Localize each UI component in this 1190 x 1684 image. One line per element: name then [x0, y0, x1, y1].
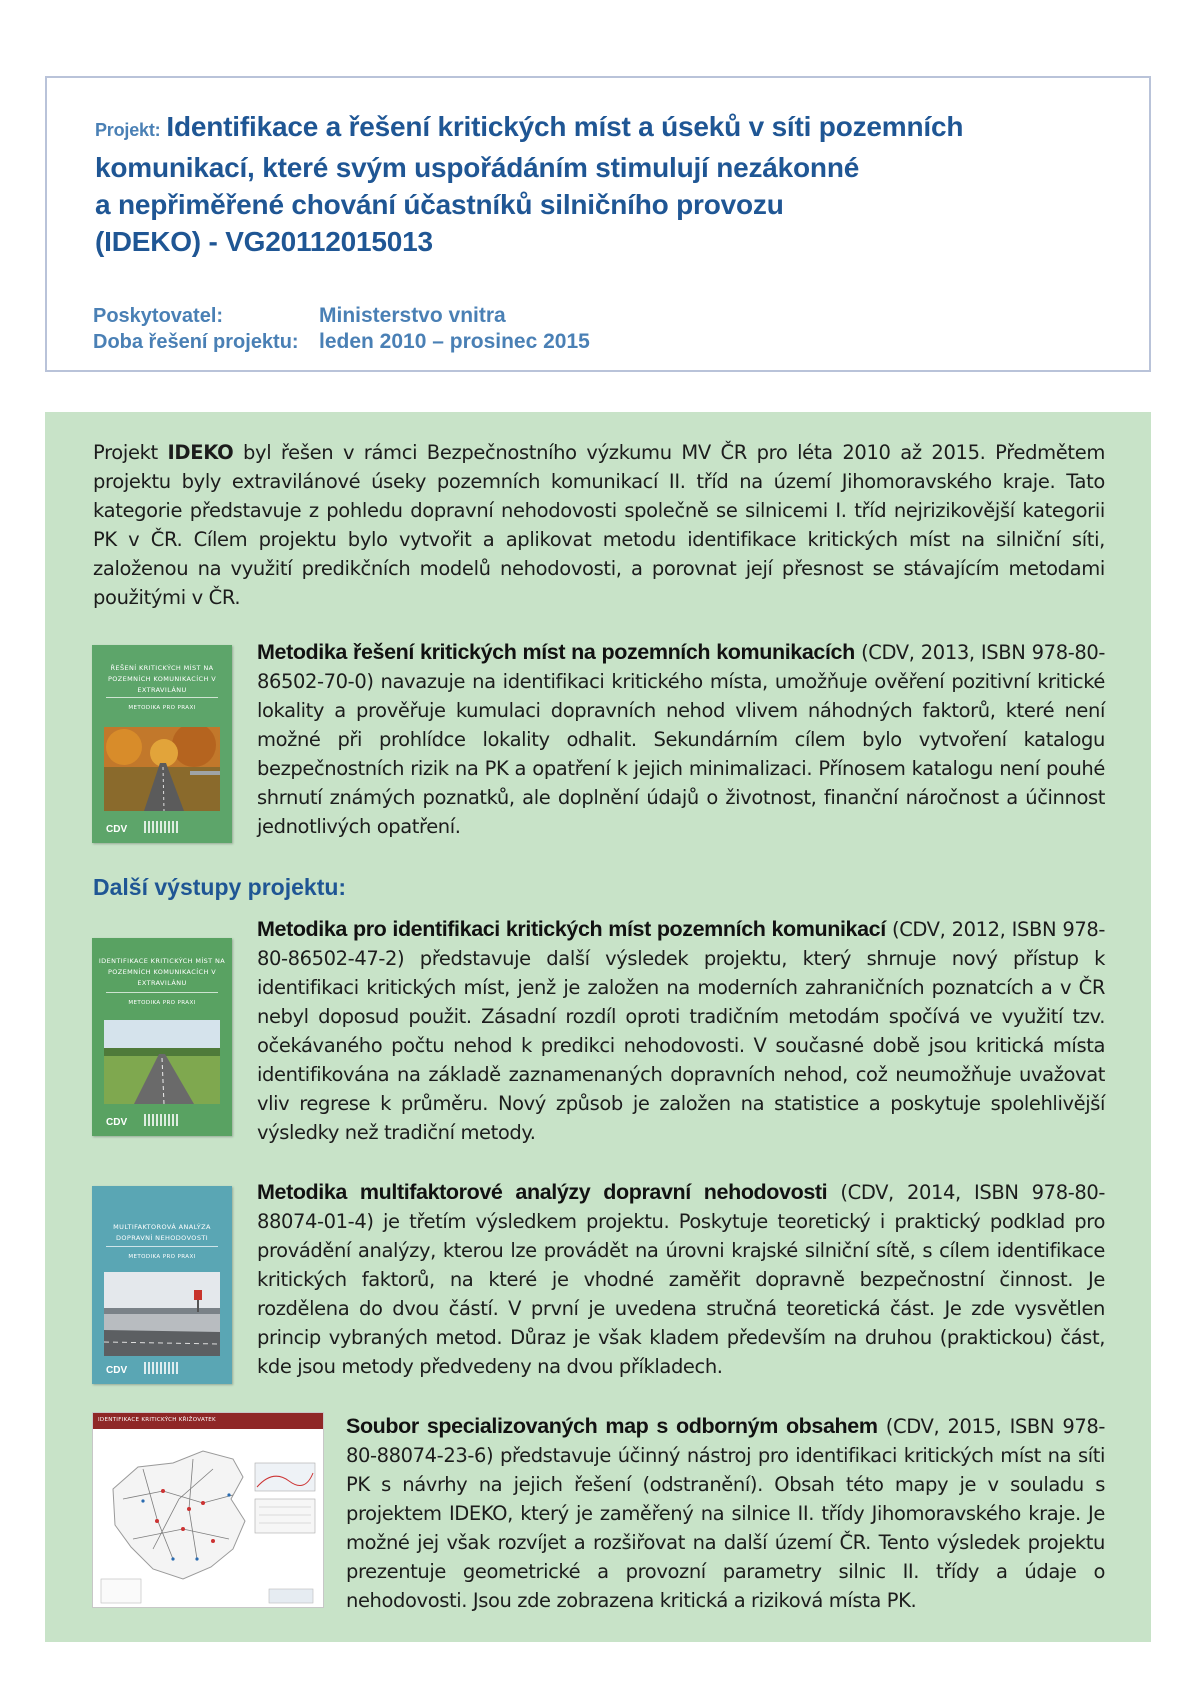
- output-item-1: [257, 638, 1105, 841]
- provider-label: Poskytovatel:: [93, 305, 224, 327]
- cover-2-title: IDENTIFIKACE KRITICKÝCH MÍST NA POZEMNÍCH KOMUNIKACÍCH V EXTRAVILÁNU: [98, 957, 226, 987]
- map-illustration: [93, 1429, 324, 1608]
- map-poster-title: IDENTIFIKACE KRITICKÝCH KŘIŽOVATEK: [93, 1413, 323, 1429]
- content-panel: [45, 412, 1151, 1642]
- cover-2-ministry-logo: [144, 1114, 180, 1126]
- cover-1-subtitle: METODIKA PRO PRAXI: [128, 705, 196, 711]
- cover-3-title: MULTIFAKTOROVÁ ANALÝZA DOPRAVNÍ NEHODOVOSTI: [113, 1223, 211, 1242]
- book-cover-3: [92, 1186, 232, 1384]
- output-item-3-title: Metodika multifaktorové analýzy dopravní nehodovosti: [257, 1180, 828, 1204]
- cover-2-divider: [106, 992, 218, 993]
- cover-2-logo: CDV: [106, 1117, 128, 1128]
- provider-row: [93, 304, 506, 328]
- intro-paragraph: [93, 438, 1105, 612]
- output-item-1-title: Metodika řešení kritických míst na pozemních komunikacích: [257, 640, 855, 664]
- book-cover-2: [92, 938, 232, 1136]
- cover-1-title: ŘEŠENÍ KRITICKÝCH MÍST NA POZEMNÍCH KOMUNIKACÍCH V EXTRAVILÁNU: [107, 664, 217, 694]
- map-poster: [92, 1412, 324, 1608]
- duration-row: [93, 330, 590, 354]
- cover-2-subtitle: METODIKA PRO PRAXI: [128, 1000, 196, 1006]
- intro-pre: Projekt: [93, 441, 168, 464]
- output-item-4-title: Soubor specializovaných map s odborným obsahem: [346, 1414, 878, 1438]
- intro-bold: IDEKO: [167, 441, 234, 464]
- project-header: [45, 76, 1151, 372]
- cover-3-ministry-logo: [144, 1362, 180, 1374]
- project-title-line-1: Identifikace a řešení kritických míst a úseků v síti pozemních: [166, 111, 964, 142]
- provider-value: Ministerstvo vnitra: [319, 304, 506, 327]
- cover-1-ministry-logo: [144, 821, 180, 833]
- output-item-2-body: (CDV, 2012, ISBN 978-80-86502-47-2) představuje další výsledek projektu, který shrnuje nový přístup k identifikaci kritických míst, jenž je založen na moderních zahraničních poznatcích a v ČR nebyl doposud použit. Zásadní rozdíl oproti tradičním metodám spočívá ve využití tzv. očekávaného počtu nehod k predikci nehodovosti. V současné době jsou kritická místa identifikována na základě zaznamenaných dopravních nehod, což neumožňuje uvažovat vliv regrese k průměru. Nový způsob je založen na statistice a poskytuje spolehlivější výsledky než tradiční metody.: [257, 918, 1106, 1144]
- book-cover-1: [92, 645, 232, 843]
- cover-2-photo: [104, 1020, 220, 1104]
- output-item-3: [257, 1178, 1105, 1381]
- cover-1-divider: [106, 697, 218, 698]
- output-item-2: [257, 915, 1105, 1147]
- cover-1-photo: [104, 727, 220, 811]
- cover-1-logo: CDV: [106, 824, 128, 835]
- cover-3-divider: [106, 1246, 218, 1247]
- project-title-line-2: komunikací, které svým uspořádáním stimulují nezákonné: [95, 152, 860, 183]
- duration-label: Doba řešení projektu:: [93, 331, 299, 353]
- output-item-4: [346, 1412, 1105, 1615]
- section-heading: Další výstupy projektu:: [93, 874, 347, 900]
- cover-3-logo: CDV: [106, 1365, 128, 1376]
- output-item-4-body: (CDV, 2015, ISBN 978-80-88074-23-6) představuje účinný nástroj pro identifikaci kritických míst na síti PK s návrhy na jejich řešení (odstranění). Obsah této mapy je v souladu s projektem IDEKO, který je zaměřený na silnice II. třídy Jihomoravského kraje. Je možné jej však rozvíjet a rozšiřovat na další území ČR. Tento výsledek projektu prezentuje geometrické a provozní parametry silnic II. třídy a údaje o nehodovosti. Jsou zde zobrazena kritická a riziková místa PK.: [346, 1415, 1105, 1612]
- output-item-1-body: (CDV, 2013, ISBN 978-80-86502-70-0) navazuje na identifikaci kritického místa, umožňuje ověření pozitivní kritické lokality a prověřuje kumulaci dopravních nehod vlivem náhodných faktorů, které není možné při prohlídce lokality odhalit. Sekundárním cílem bylo vytvoření katalogu bezpečnostních rizik na PK a opatření k jejich minimalizaci. Přínosem katalogu není pouhé shrnutí známých poznatků, ale doplnění údajů o životnost, finanční náročnost a účinnost jednotlivých opatření.: [257, 641, 1105, 838]
- output-item-3-body: (CDV, 2014, ISBN 978-80-88074-01-4) je třetím výsledkem projektu. Poskytuje teoretický i praktický podklad pro provádění analýzy, kterou lze provádět na úrovni krajské silniční sítě, s cílem identifikace kritických faktorů, na které je vhodné zaměřit dopravně bezpečnostní činnost. Je rozdělena do dvou částí. V první je uvedena stručná teoretická část. Je zde vysvětlen princip vybraných metod. Důraz je však kladem především na druhou (praktickou) část, kde jsou metody předvedeny na dvou příkladech.: [257, 1181, 1105, 1378]
- duration-value: leden 2010 – prosinec 2015: [319, 330, 590, 353]
- intro-post: byl řešen v rámci Bezpečnostního výzkumu MV ČR pro léta 2010 až 2015. Předmětem projektu byly extravilánové úseky pozemních komunikací II. tříd na území Jihomoravského kraje. Tato kategorie představuje z pohledu dopravní nehodovosti společně se silnicemi I. tříd nejrizikovější kategorii PK v ČR. Cílem projektu bylo vytvořit a aplikovat metodu identifikace kritických míst na silniční síti, založenou na využití predikčních modelů nehodovosti, a porovnat její přesnost se stávajícím metodami použitými v ČR.: [93, 441, 1106, 609]
- project-label: Projekt:: [95, 120, 161, 140]
- project-title-line-3: a nepřiměřené chování účastníků silničního provozu: [95, 189, 784, 220]
- cover-3-photo: [104, 1272, 220, 1356]
- project-title-line-4: (IDEKO) - VG20112015013: [95, 226, 433, 257]
- project-title: [95, 108, 1075, 260]
- cover-3-subtitle: METODIKA PRO PRAXI: [128, 1254, 196, 1260]
- output-item-2-title: Metodika pro identifikaci kritických míst pozemních komunikací: [257, 917, 886, 941]
